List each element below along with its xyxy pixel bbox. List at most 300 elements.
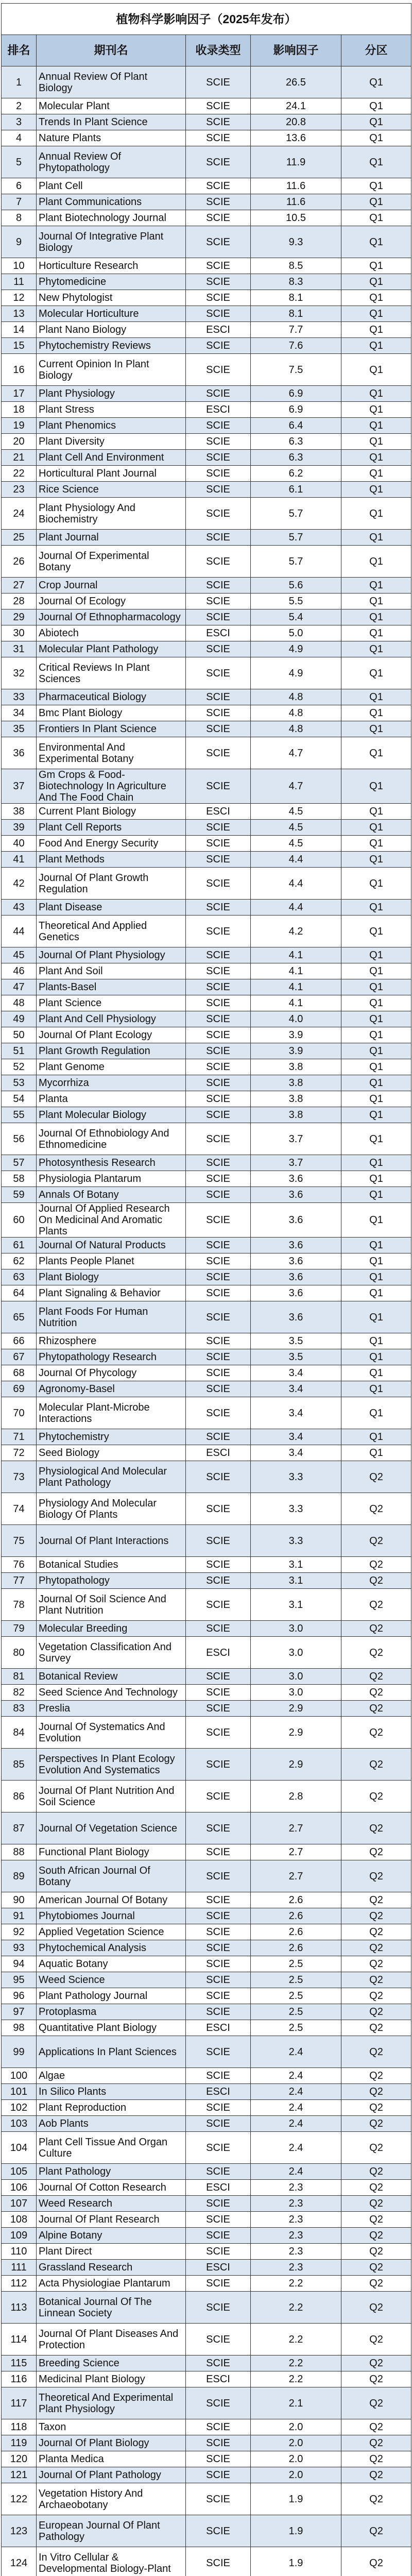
rank-cell: 87 bbox=[2, 1812, 37, 1844]
index-type-cell: SCIE bbox=[186, 2276, 251, 2292]
journal-name-cell: Theoretical And Experimental Plant Physiology bbox=[37, 2387, 186, 2419]
journal-name-cell: South African Journal Of Botany bbox=[37, 1860, 186, 1892]
rank-cell: 20 bbox=[2, 434, 37, 450]
quartile-cell: Q1 bbox=[341, 434, 411, 450]
rank-cell: 52 bbox=[2, 1059, 37, 1075]
impact-factor-cell: 3.1 bbox=[251, 1573, 341, 1589]
col-header-journal: 期刊名 bbox=[37, 35, 186, 66]
rank-cell: 60 bbox=[2, 1203, 37, 1238]
rank-cell: 40 bbox=[2, 836, 37, 852]
rank-cell: 27 bbox=[2, 578, 37, 594]
rank-cell: 70 bbox=[2, 1397, 37, 1429]
table-row bbox=[2, 1812, 411, 1844]
impact-factor-cell: 3.8 bbox=[251, 1107, 341, 1123]
rank-cell: 17 bbox=[2, 386, 37, 402]
table-row bbox=[2, 594, 411, 609]
index-type-cell: SCIE bbox=[186, 947, 251, 963]
quartile-cell: Q2 bbox=[341, 2244, 411, 2260]
quartile-cell: Q1 bbox=[341, 1285, 411, 1301]
journal-name-cell: Gm Crops & Food-Biotechnology In Agriculture And The Food Chain bbox=[37, 769, 186, 804]
rank-cell: 116 bbox=[2, 2371, 37, 2387]
quartile-cell: Q1 bbox=[341, 1253, 411, 1269]
impact-factor-cell: 2.2 bbox=[251, 2324, 341, 2355]
quartile-cell: Q1 bbox=[341, 689, 411, 705]
journal-name-cell: Plant Cell Tissue And Organ Culture bbox=[37, 2132, 186, 2164]
journal-name-cell: Photosynthesis Research bbox=[37, 1155, 186, 1171]
journal-name-cell: Phytochemistry Reviews bbox=[37, 338, 186, 354]
table-row bbox=[2, 450, 411, 466]
impact-factor-cell: 2.3 bbox=[251, 2228, 341, 2244]
rank-cell: 49 bbox=[2, 1011, 37, 1027]
quartile-cell: Q2 bbox=[341, 2228, 411, 2244]
quartile-cell: Q1 bbox=[341, 530, 411, 546]
table-row bbox=[2, 2116, 411, 2132]
index-type-cell: ESCI bbox=[186, 625, 251, 641]
index-type-cell: SCIE bbox=[186, 2483, 251, 2515]
rank-cell: 30 bbox=[2, 625, 37, 641]
rank-cell: 101 bbox=[2, 2084, 37, 2100]
table-row bbox=[2, 1860, 411, 1892]
journal-name-cell: Frontiers In Plant Science bbox=[37, 721, 186, 737]
impact-factor-cell: 3.8 bbox=[251, 1091, 341, 1107]
journal-name-cell: Trends In Plant Science bbox=[37, 114, 186, 130]
journal-name-cell: Journal Of Plant Pathology bbox=[37, 2467, 186, 2483]
impact-factor-cell: 2.7 bbox=[251, 1844, 341, 1860]
impact-factor-cell: 2.0 bbox=[251, 2451, 341, 2467]
quartile-cell: Q1 bbox=[341, 306, 411, 322]
table-row bbox=[2, 1397, 411, 1429]
index-type-cell: SCIE bbox=[186, 274, 251, 290]
quartile-cell: Q1 bbox=[341, 1238, 411, 1253]
journal-name-cell: Vegetation History And Archaeobotany bbox=[37, 2483, 186, 2515]
impact-factor-cell: 3.1 bbox=[251, 1589, 341, 1621]
quartile-cell: Q2 bbox=[341, 2212, 411, 2228]
quartile-cell: Q1 bbox=[341, 1445, 411, 1461]
journal-name-cell: Seed Biology bbox=[37, 1445, 186, 1461]
rank-cell: 112 bbox=[2, 2276, 37, 2292]
index-type-cell: SCIE bbox=[186, 900, 251, 916]
index-type-cell: SCIE bbox=[186, 130, 251, 146]
journal-name-cell: Bmc Plant Biology bbox=[37, 705, 186, 721]
index-type-cell: SCIE bbox=[186, 868, 251, 900]
journal-name-cell: Journal Of Plant Ecology bbox=[37, 1027, 186, 1043]
journal-name-cell: Theoretical And Applied Genetics bbox=[37, 916, 186, 947]
impact-factor-cell: 3.0 bbox=[251, 1621, 341, 1637]
impact-factor-cell: 2.8 bbox=[251, 1781, 341, 1812]
table-row bbox=[2, 2324, 411, 2355]
impact-factor-cell: 4.5 bbox=[251, 820, 341, 836]
rank-cell: 88 bbox=[2, 1844, 37, 1860]
rank-cell: 44 bbox=[2, 916, 37, 947]
journal-name-cell: Journal Of Applied Research On Medicinal And Aromatic Plants bbox=[37, 1203, 186, 1238]
rank-cell: 99 bbox=[2, 2036, 37, 2068]
rank-cell: 21 bbox=[2, 450, 37, 466]
journal-name-cell: Physiology And Molecular Biology Of Plants bbox=[37, 1493, 186, 1525]
journal-name-cell: Molecular Plant-Microbe Interactions bbox=[37, 1397, 186, 1429]
impact-factor-cell: 3.6 bbox=[251, 1187, 341, 1203]
rank-cell: 85 bbox=[2, 1749, 37, 1781]
index-type-cell: SCIE bbox=[186, 1269, 251, 1285]
rank-cell: 46 bbox=[2, 963, 37, 979]
table-row bbox=[2, 354, 411, 386]
index-type-cell: SCIE bbox=[186, 2132, 251, 2164]
quartile-cell: Q1 bbox=[341, 804, 411, 820]
rank-cell: 10 bbox=[2, 258, 37, 274]
impact-factor-cell: 2.3 bbox=[251, 2180, 341, 2196]
quartile-cell: Q2 bbox=[341, 1573, 411, 1589]
table-row bbox=[2, 995, 411, 1011]
impact-factor-cell: 4.8 bbox=[251, 689, 341, 705]
quartile-cell: Q1 bbox=[341, 1155, 411, 1171]
quartile-cell: Q2 bbox=[341, 1493, 411, 1525]
table-row bbox=[2, 1333, 411, 1349]
journal-name-cell: Weed Science bbox=[37, 1972, 186, 1988]
table-row bbox=[2, 1107, 411, 1123]
journal-name-cell: Applications In Plant Sciences bbox=[37, 2036, 186, 2068]
impact-factor-cell: 3.8 bbox=[251, 1059, 341, 1075]
journal-name-cell: Molecular Horticulture bbox=[37, 306, 186, 322]
index-type-cell: SCIE bbox=[186, 2036, 251, 2068]
quartile-cell: Q1 bbox=[341, 114, 411, 130]
rank-cell: 42 bbox=[2, 868, 37, 900]
index-type-cell: SCIE bbox=[186, 2292, 251, 2324]
impact-factor-cell: 3.6 bbox=[251, 1171, 341, 1187]
table-row bbox=[2, 2164, 411, 2180]
rank-cell: 94 bbox=[2, 1956, 37, 1972]
table-row bbox=[2, 625, 411, 641]
impact-factor-cell: 7.6 bbox=[251, 338, 341, 354]
quartile-cell: Q2 bbox=[341, 1860, 411, 1892]
table-row bbox=[2, 1349, 411, 1365]
table-row bbox=[2, 114, 411, 130]
table-row bbox=[2, 2260, 411, 2276]
quartile-cell: Q2 bbox=[341, 2084, 411, 2100]
index-type-cell: SCIE bbox=[186, 1171, 251, 1187]
index-type-cell: SCIE bbox=[186, 2116, 251, 2132]
journal-name-cell: Plant Science bbox=[37, 995, 186, 1011]
table-row bbox=[2, 1187, 411, 1203]
table-row bbox=[2, 322, 411, 338]
quartile-cell: Q2 bbox=[341, 2020, 411, 2036]
journal-name-cell: Molecular Breeding bbox=[37, 1621, 186, 1637]
journal-name-cell: Weed Research bbox=[37, 2196, 186, 2212]
quartile-cell: Q1 bbox=[341, 1301, 411, 1333]
index-type-cell: SCIE bbox=[186, 1812, 251, 1844]
table-row bbox=[2, 2100, 411, 2116]
index-type-cell: SCIE bbox=[186, 2100, 251, 2116]
index-type-cell: SCIE bbox=[186, 2387, 251, 2419]
rank-cell: 1 bbox=[2, 66, 37, 98]
journal-name-cell: Molecular Plant Pathology bbox=[37, 641, 186, 657]
index-type-cell: SCIE bbox=[186, 1203, 251, 1238]
journal-name-cell: Horticultural Plant Journal bbox=[37, 466, 186, 482]
index-type-cell: SCIE bbox=[186, 1043, 251, 1059]
quartile-cell: Q2 bbox=[341, 2260, 411, 2276]
impact-factor-cell: 2.2 bbox=[251, 2276, 341, 2292]
table-row bbox=[2, 1059, 411, 1075]
journal-name-cell: Annals Of Botany bbox=[37, 1187, 186, 1203]
quartile-cell: Q1 bbox=[341, 609, 411, 625]
rank-cell: 12 bbox=[2, 290, 37, 306]
journal-name-cell: Plant And Cell Physiology bbox=[37, 1011, 186, 1027]
table-row bbox=[2, 900, 411, 916]
quartile-cell: Q2 bbox=[341, 2276, 411, 2292]
journal-name-cell: Journal Of Plant Physiology bbox=[37, 947, 186, 963]
index-type-cell: SCIE bbox=[186, 737, 251, 769]
impact-factor-cell: 3.3 bbox=[251, 1461, 341, 1493]
journal-name-cell: Horticulture Research bbox=[37, 258, 186, 274]
rank-cell: 56 bbox=[2, 1123, 37, 1155]
table-row bbox=[2, 1988, 411, 2004]
journal-name-cell: Plant Reproduction bbox=[37, 2100, 186, 2116]
table-row bbox=[2, 2515, 411, 2547]
journal-name-cell: Plant Stress bbox=[37, 402, 186, 418]
journal-name-cell: Plant Foods For Human Nutrition bbox=[37, 1301, 186, 1333]
rank-cell: 86 bbox=[2, 1781, 37, 1812]
index-type-cell: SCIE bbox=[186, 2212, 251, 2228]
index-type-cell: ESCI bbox=[186, 1445, 251, 1461]
journal-name-cell: Journal Of Vegetation Science bbox=[37, 1812, 186, 1844]
quartile-cell: Q1 bbox=[341, 210, 411, 226]
table-row bbox=[2, 578, 411, 594]
journal-name-cell: Journal Of Plant Diseases And Protection bbox=[37, 2324, 186, 2355]
rank-cell: 23 bbox=[2, 482, 37, 498]
table-row bbox=[2, 178, 411, 194]
index-type-cell: SCIE bbox=[186, 2004, 251, 2020]
rank-cell: 50 bbox=[2, 1027, 37, 1043]
rank-cell: 26 bbox=[2, 546, 37, 578]
table-row bbox=[2, 1285, 411, 1301]
journal-name-cell: Medicinal Plant Biology bbox=[37, 2371, 186, 2387]
table-row bbox=[2, 2467, 411, 2483]
index-type-cell: SCIE bbox=[186, 1493, 251, 1525]
table-row bbox=[2, 466, 411, 482]
table-row bbox=[2, 546, 411, 578]
table-row bbox=[2, 705, 411, 721]
rank-cell: 106 bbox=[2, 2180, 37, 2196]
rank-cell: 69 bbox=[2, 1381, 37, 1397]
rank-cell: 62 bbox=[2, 1253, 37, 1269]
quartile-cell: Q1 bbox=[341, 178, 411, 194]
journal-name-cell: Aob Plants bbox=[37, 2116, 186, 2132]
quartile-cell: Q1 bbox=[341, 578, 411, 594]
journal-name-cell: Mycorrhiza bbox=[37, 1075, 186, 1091]
table-row bbox=[2, 1075, 411, 1091]
rank-cell: 89 bbox=[2, 1860, 37, 1892]
table-row bbox=[2, 1685, 411, 1701]
quartile-cell: Q1 bbox=[341, 418, 411, 434]
rank-cell: 119 bbox=[2, 2435, 37, 2451]
quartile-cell: Q1 bbox=[341, 820, 411, 836]
impact-factor-cell: 2.4 bbox=[251, 2084, 341, 2100]
rank-cell: 111 bbox=[2, 2260, 37, 2276]
index-type-cell: SCIE bbox=[186, 1059, 251, 1075]
index-type-cell: SCIE bbox=[186, 2419, 251, 2435]
rank-cell: 4 bbox=[2, 130, 37, 146]
index-type-cell: SCIE bbox=[186, 769, 251, 804]
table-row bbox=[2, 852, 411, 868]
index-type-cell: SCIE bbox=[186, 1238, 251, 1253]
index-type-cell: SCIE bbox=[186, 2324, 251, 2355]
impact-factor-cell: 4.4 bbox=[251, 852, 341, 868]
quartile-cell: Q1 bbox=[341, 66, 411, 98]
impact-factor-cell: 3.9 bbox=[251, 1027, 341, 1043]
index-type-cell: SCIE bbox=[186, 689, 251, 705]
quartile-cell: Q1 bbox=[341, 546, 411, 578]
quartile-cell: Q2 bbox=[341, 1812, 411, 1844]
table-row bbox=[2, 820, 411, 836]
table-row bbox=[2, 1589, 411, 1621]
rank-cell: 83 bbox=[2, 1701, 37, 1717]
table-row bbox=[2, 947, 411, 963]
quartile-cell: Q1 bbox=[341, 1075, 411, 1091]
impact-factor-cell: 3.7 bbox=[251, 1155, 341, 1171]
journal-name-cell: Journal Of Phycology bbox=[37, 1365, 186, 1381]
journal-name-cell: Phytomedicine bbox=[37, 274, 186, 290]
journal-name-cell: Breeding Science bbox=[37, 2355, 186, 2371]
journal-name-cell: Nature Plants bbox=[37, 130, 186, 146]
table-row bbox=[2, 98, 411, 114]
index-type-cell: SCIE bbox=[186, 354, 251, 386]
quartile-cell: Q2 bbox=[341, 1908, 411, 1924]
journal-name-cell: Phytopathology Research bbox=[37, 1349, 186, 1365]
quartile-cell: Q1 bbox=[341, 1091, 411, 1107]
table-row bbox=[2, 2196, 411, 2212]
impact-factor-cell: 2.9 bbox=[251, 1749, 341, 1781]
table-row bbox=[2, 804, 411, 820]
journal-name-cell: Acta Physiologiae Plantarum bbox=[37, 2276, 186, 2292]
index-type-cell: SCIE bbox=[186, 1461, 251, 1493]
impact-factor-cell: 3.4 bbox=[251, 1445, 341, 1461]
quartile-cell: Q2 bbox=[341, 2371, 411, 2387]
quartile-cell: Q1 bbox=[341, 466, 411, 482]
index-type-cell: SCIE bbox=[186, 1685, 251, 1701]
rank-cell: 82 bbox=[2, 1685, 37, 1701]
index-type-cell: SCIE bbox=[186, 2196, 251, 2212]
quartile-cell: Q2 bbox=[341, 1701, 411, 1717]
index-type-cell: SCIE bbox=[186, 194, 251, 210]
rank-cell: 123 bbox=[2, 2515, 37, 2547]
quartile-cell: Q2 bbox=[341, 1988, 411, 2004]
journal-name-cell: Plant Signaling & Behavior bbox=[37, 1285, 186, 1301]
journal-name-cell: Journal Of Plant Research bbox=[37, 2212, 186, 2228]
impact-factor-cell: 2.4 bbox=[251, 2036, 341, 2068]
table-row bbox=[2, 963, 411, 979]
impact-factor-cell: 11.6 bbox=[251, 194, 341, 210]
rank-cell: 121 bbox=[2, 2467, 37, 2483]
quartile-cell: Q1 bbox=[341, 979, 411, 995]
journal-name-cell: Journal Of Natural Products bbox=[37, 1238, 186, 1253]
rank-cell: 91 bbox=[2, 1908, 37, 1924]
impact-factor-cell: 4.4 bbox=[251, 900, 341, 916]
impact-factor-cell: 2.4 bbox=[251, 2116, 341, 2132]
rank-cell: 110 bbox=[2, 2244, 37, 2260]
quartile-cell: Q2 bbox=[341, 2292, 411, 2324]
table-row bbox=[2, 1091, 411, 1107]
quartile-cell: Q1 bbox=[341, 1011, 411, 1027]
quartile-cell: Q1 bbox=[341, 737, 411, 769]
journal-name-cell: Plant Nano Biology bbox=[37, 322, 186, 338]
table-row bbox=[2, 1781, 411, 1812]
impact-factor-cell: 2.0 bbox=[251, 2467, 341, 2483]
rank-cell: 95 bbox=[2, 1972, 37, 1988]
impact-factor-cell: 4.8 bbox=[251, 705, 341, 721]
table-row bbox=[2, 1043, 411, 1059]
rank-cell: 5 bbox=[2, 146, 37, 178]
index-type-cell: SCIE bbox=[186, 2068, 251, 2084]
impact-factor-cell: 2.6 bbox=[251, 1892, 341, 1908]
table-row bbox=[2, 769, 411, 804]
impact-factor-cell: 2.1 bbox=[251, 2387, 341, 2419]
quartile-cell: Q2 bbox=[341, 1621, 411, 1637]
rank-cell: 24 bbox=[2, 498, 37, 530]
journal-name-cell: Journal Of Ecology bbox=[37, 594, 186, 609]
quartile-cell: Q1 bbox=[341, 1429, 411, 1445]
impact-factor-cell: 5.7 bbox=[251, 498, 341, 530]
impact-factor-cell: 10.5 bbox=[251, 210, 341, 226]
index-type-cell: SCIE bbox=[186, 290, 251, 306]
index-type-cell: SCIE bbox=[186, 306, 251, 322]
impact-factor-cell: 3.3 bbox=[251, 1525, 341, 1557]
index-type-cell: SCIE bbox=[186, 386, 251, 402]
journal-name-cell: Agronomy-Basel bbox=[37, 1381, 186, 1397]
impact-factor-cell: 24.1 bbox=[251, 98, 341, 114]
index-type-cell: SCIE bbox=[186, 258, 251, 274]
rank-cell: 36 bbox=[2, 737, 37, 769]
index-type-cell: SCIE bbox=[186, 1301, 251, 1333]
rank-cell: 11 bbox=[2, 274, 37, 290]
rank-cell: 35 bbox=[2, 721, 37, 737]
rank-cell: 100 bbox=[2, 2068, 37, 2084]
impact-factor-cell: 2.4 bbox=[251, 2100, 341, 2116]
index-type-cell: SCIE bbox=[186, 226, 251, 258]
journal-name-cell: Grassland Research bbox=[37, 2260, 186, 2276]
impact-factor-cell: 3.0 bbox=[251, 1637, 341, 1669]
journal-name-cell: Abiotech bbox=[37, 625, 186, 641]
journal-name-cell: Plant Physiology And Biochemistry bbox=[37, 498, 186, 530]
rank-cell: 3 bbox=[2, 114, 37, 130]
impact-factor-cell: 3.6 bbox=[251, 1285, 341, 1301]
table-row bbox=[2, 66, 411, 98]
journal-name-cell: Phytochemistry bbox=[37, 1429, 186, 1445]
journal-name-cell: Plant Journal bbox=[37, 530, 186, 546]
index-type-cell: SCIE bbox=[186, 1908, 251, 1924]
journal-name-cell: Current Opinion In Plant Biology bbox=[37, 354, 186, 386]
journal-name-cell: Current Plant Biology bbox=[37, 804, 186, 820]
rank-cell: 90 bbox=[2, 1892, 37, 1908]
rank-cell: 93 bbox=[2, 1940, 37, 1956]
table-row bbox=[2, 609, 411, 625]
journal-name-cell: Crop Journal bbox=[37, 578, 186, 594]
index-type-cell: SCIE bbox=[186, 2467, 251, 2483]
journal-name-cell: Journal Of Plant Growth Regulation bbox=[37, 868, 186, 900]
index-type-cell: SCIE bbox=[186, 1075, 251, 1091]
journal-name-cell: Journal Of Plant Nutrition And Soil Science bbox=[37, 1781, 186, 1812]
rank-cell: 37 bbox=[2, 769, 37, 804]
table-row bbox=[2, 2068, 411, 2084]
quartile-cell: Q1 bbox=[341, 1349, 411, 1365]
rank-cell: 34 bbox=[2, 705, 37, 721]
table-row bbox=[2, 1892, 411, 1908]
quartile-cell: Q2 bbox=[341, 1781, 411, 1812]
rank-cell: 67 bbox=[2, 1349, 37, 1365]
quartile-cell: Q2 bbox=[341, 2547, 411, 2576]
col-header-quartile: 分区 bbox=[341, 35, 411, 66]
journal-name-cell: Planta Medica bbox=[37, 2451, 186, 2467]
rank-cell: 118 bbox=[2, 2419, 37, 2435]
table-row bbox=[2, 2084, 411, 2100]
index-type-cell: SCIE bbox=[186, 721, 251, 737]
